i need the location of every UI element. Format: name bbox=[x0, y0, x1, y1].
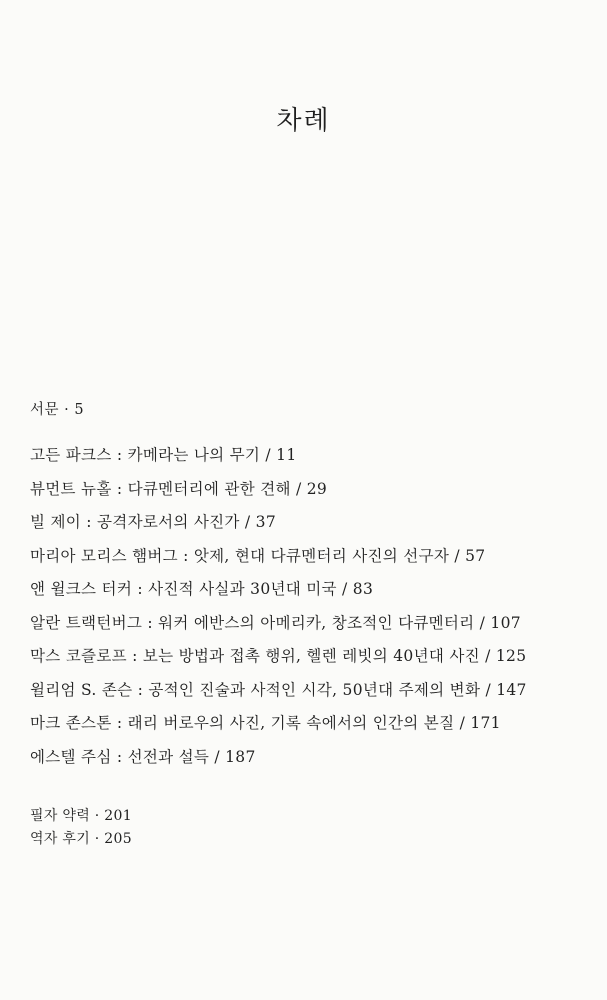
toc-entry: 윌리엄 S. 존슨 : 공적인 진술과 사적인 시각, 50년대 주제의 변화 / 147 bbox=[30, 680, 527, 699]
preface-entry: 서문 · 5 bbox=[30, 402, 85, 418]
toc-entry: 알란 트랙턴버그 : 워커 에반스의 아메리카, 창조적인 다큐멘터리 / 107 bbox=[30, 613, 521, 632]
toc-entry: 앤 윌크스 터커 : 사진적 사실과 30년대 미국 / 83 bbox=[30, 580, 374, 598]
appendix-entry-translator-afterword: 역자 후기 · 205 bbox=[30, 831, 132, 847]
toc-entry: 뷰먼트 뉴홀 : 다큐멘터리에 관한 견해 / 29 bbox=[30, 479, 328, 498]
table-of-contents bbox=[30, 443, 590, 778]
toc-entry: 마크 존스톤 : 래리 버로우의 사진, 기록 속에서의 인간의 본질 / 171 bbox=[30, 714, 501, 732]
toc-entry: 빌 제이 : 공격자로서의 사진가 / 37 bbox=[30, 513, 277, 531]
appendix-entry-author-bios: 필자 약력 · 201 bbox=[30, 808, 132, 824]
page-title: 차례 bbox=[276, 106, 331, 136]
toc-entry: 마리아 모리스 햄버그 : 앗제, 현대 다큐멘터리 사진의 선구자 / 57 bbox=[30, 546, 486, 565]
toc-entry: 에스텔 주심 : 선전과 설득 / 187 bbox=[30, 747, 256, 766]
toc-entry: 고든 파크스 : 카메라는 나의 무기 / 11 bbox=[30, 446, 297, 464]
toc-entry: 막스 코즐로프 : 보는 방법과 접촉 행위, 헬렌 레빗의 40년대 사진 / 125 bbox=[30, 647, 527, 665]
appendix-list bbox=[30, 806, 132, 852]
